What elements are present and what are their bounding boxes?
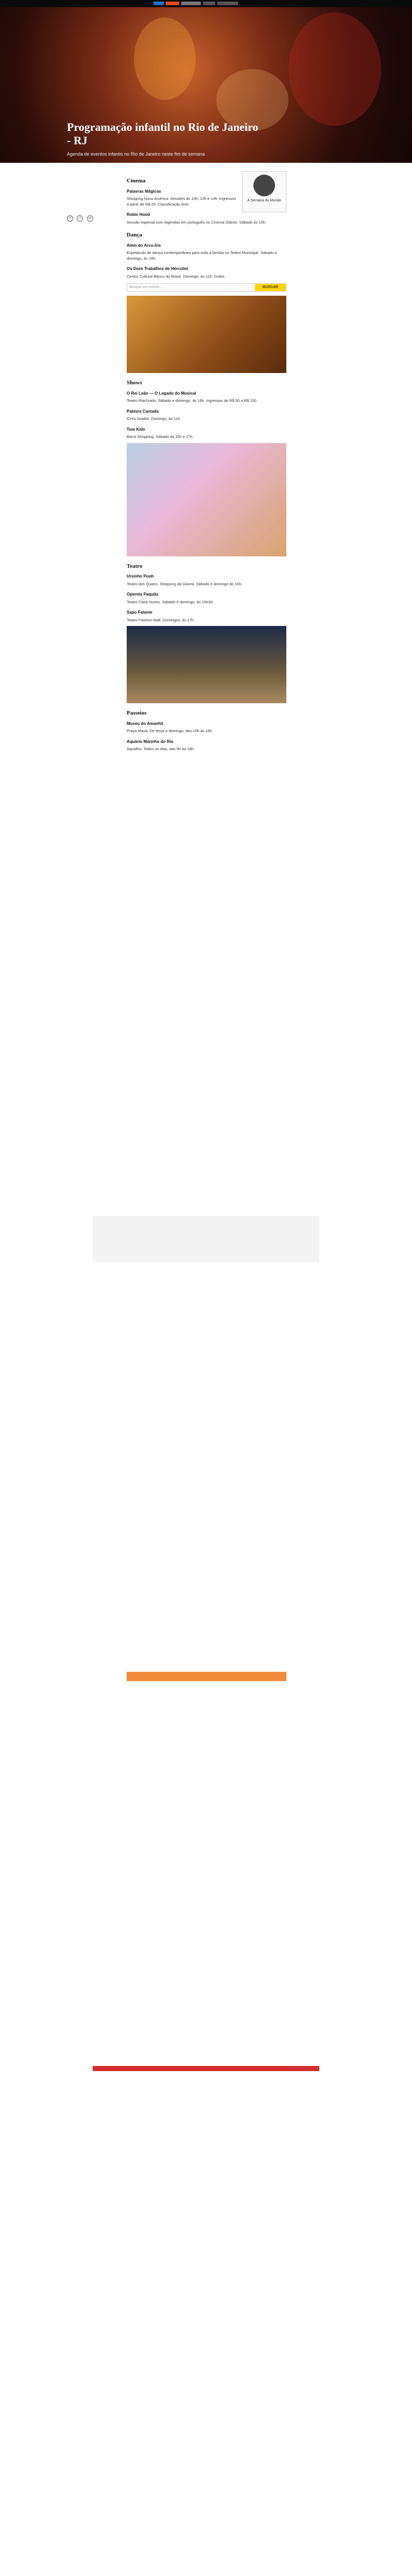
twitter-icon[interactable]: t (77, 215, 83, 222)
item-text: Teatro Riachuelo. Sábado e domingo, às 16h. Ingressos de R$ 50 a R$ 150. (127, 398, 258, 403)
item-title: Museu do Amanhã (127, 721, 163, 726)
item-title: Palavras Mágicas (127, 189, 161, 194)
item-text: Praça Mauá. De terça a domingo, das 10h às 18h. (127, 728, 213, 733)
item-text: Sessão especial com legendas em português no Cinema Odeon. Sábado às 15h. (127, 219, 267, 225)
search-input[interactable]: Busque um evento... (129, 285, 163, 289)
brand-logo-1[interactable] (153, 2, 164, 5)
item-title: Sapo Falante (127, 610, 152, 615)
item-title: O Rei Leão — O Legado do Musical (127, 391, 196, 396)
whatsapp-icon[interactable]: w (87, 215, 93, 222)
item-title: Robin Hood (127, 212, 150, 217)
brand-logo-2[interactable] (166, 2, 179, 5)
event-photo (127, 626, 286, 703)
share-bar (67, 212, 95, 222)
promo-label: A Semana do Mundo (247, 199, 281, 202)
top-navigation-bar (0, 0, 412, 7)
item-title: Opereta Paquita (127, 592, 159, 597)
section-heading: Teatro (127, 563, 143, 569)
item-text: Circo Voador. Domingo, às 11h. (127, 416, 181, 421)
brand-logo-3[interactable] (181, 2, 201, 5)
item-title: Tom Kids (127, 427, 145, 432)
page-subtitle: Agenda de eventos infantis no Rio de Janeiro neste fim de semana (67, 151, 205, 157)
event-photo (127, 296, 286, 373)
promo-avatar (253, 175, 275, 196)
section-heading: Dança (127, 232, 142, 238)
item-text: AquaRio. Todos os dias, das 9h às 18h. (127, 747, 195, 751)
hero-decoration (134, 18, 196, 100)
advertisement-strip[interactable] (93, 2066, 319, 2071)
item-title: Os Doze Trabalhos de Hércules (127, 266, 188, 271)
item-text: Shopping Nova América. Sessões às 10h, 12h e 14h. Ingressos a partir de R$ 20. Classificação livre. (127, 196, 236, 207)
item-text: Espetáculo de dança contemporânea para toda a família no Teatro Municipal. Sábado e domingo, às 16h. (127, 250, 277, 261)
brand-logo-5[interactable] (217, 2, 238, 5)
item-text: Teatro dos Quatro, Shopping da Gávea. Sábado e domingo às 16h. (127, 581, 243, 586)
article-body (127, 171, 286, 755)
facebook-icon[interactable]: f (67, 215, 73, 222)
event-search (127, 283, 286, 292)
section-heading: Shows (127, 380, 142, 386)
event-photo (127, 443, 286, 556)
advertisement-strip[interactable] (127, 1672, 286, 1681)
item-text: Teatro Clara Nunes. Sábado e domingo, às 15h30. (127, 599, 214, 604)
item-title: Aquário Marinho do Rio (127, 739, 174, 744)
advertisement-banner[interactable] (93, 1216, 319, 1262)
section-heading: Passeios (127, 710, 147, 716)
promo-box[interactable] (242, 171, 286, 212)
hero-banner (0, 7, 412, 163)
item-text: Centro Cultural Banco do Brasil. Domingo, às 11h. Grátis. (127, 274, 226, 279)
item-title: Ursinho Pooh (127, 574, 154, 579)
section-heading: Cinema (127, 178, 146, 184)
item-text: Teatro Fashion Mall. Domingos, às 17h. (127, 617, 195, 622)
page-title: Programação infantil no Rio de Janeiro - RJ (67, 121, 259, 147)
item-title: Palavra Cantada (127, 409, 159, 414)
item-text: Barra Shopping. Sábado às 15h e 17h. (127, 434, 194, 439)
hero-decoration (288, 12, 381, 126)
brand-logo-4[interactable] (203, 2, 215, 5)
item-title: Além do Arco-Íris (127, 243, 161, 248)
search-button[interactable]: BUSCAR (255, 284, 286, 291)
